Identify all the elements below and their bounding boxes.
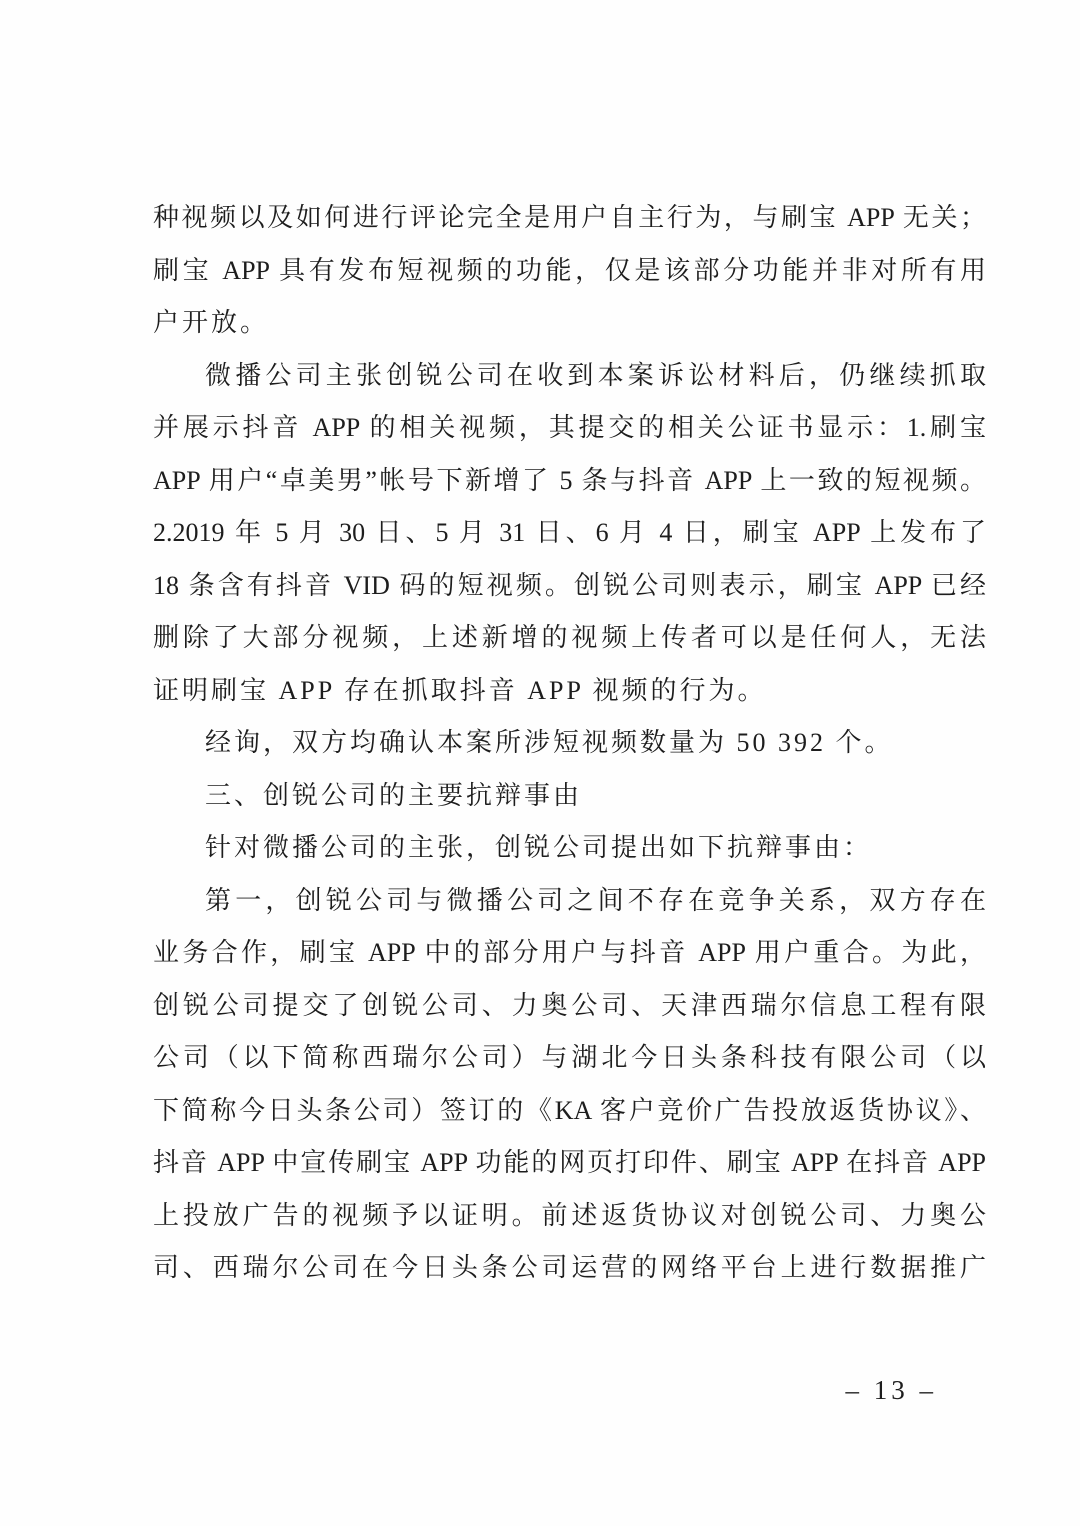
paragraph	[153, 875, 986, 1295]
text-line: 抖音 APP 中宣传刷宝 APP 功能的网页打印件、刷宝 APP 在抖音 APP	[153, 1148, 986, 1177]
text-block	[153, 192, 986, 1295]
text-line: 司、西瑞尔公司在今日头条公司运营的网络平台上进行数据推广	[153, 1253, 986, 1282]
text-line: 公司（以下简称西瑞尔公司）与湖北今日头条科技有限公司（以	[153, 1043, 986, 1072]
text-line: 下简称今日头条公司）签订的《KA 客户竞价广告投放返货协议》、	[153, 1095, 986, 1125]
section-heading-line: 三、创锐公司的主要抗辩事由	[205, 780, 583, 810]
text-line: 2.2019 年 5 月 30 日、5 月 31 日、6 月 4 日，刷宝 APP 上发布了	[153, 518, 986, 547]
text-line: 经询，双方均确认本案所涉短视频数量为 50 392 个。	[205, 728, 894, 757]
text-line: 业务合作，刷宝 APP 中的部分用户与抖音 APP 用户重合。为此，	[153, 938, 986, 967]
text-line: 并展示抖音 APP 的相关视频，其提交的相关公证书显示：1.刷宝	[153, 413, 986, 442]
text-line: 18 条含有抖音 VID 码的短视频。创锐公司则表示，刷宝 APP 已经	[153, 570, 986, 600]
section-heading-paragraph	[153, 770, 986, 823]
paragraph	[153, 822, 986, 875]
text-line: 第一，创锐公司与微播公司之间不存在竞争关系，双方存在	[205, 885, 986, 915]
text-line: 上投放广告的视频予以证明。前述返货协议对创锐公司、力奥公	[153, 1200, 986, 1230]
text-line: 针对微播公司的主张，创锐公司提出如下抗辩事由：	[205, 833, 873, 862]
text-line: 户开放。	[153, 308, 270, 337]
text-line: 刷宝 APP 具有发布短视频的功能，仅是该部分功能并非对所有用	[153, 255, 986, 285]
text-line: 种视频以及如何进行评论完全是用户自主行为，与刷宝 APP 无关；	[153, 203, 986, 232]
paragraph	[153, 192, 986, 350]
text-line: 创锐公司提交了创锐公司、力奥公司、天津西瑞尔信息工程有限	[153, 990, 986, 1020]
text-line: APP 用户“卓美男”帐号下新增了 5 条与抖音 APP 上一致的短视频。	[153, 465, 986, 495]
text-line: 证明刷宝 APP 存在抓取抖音 APP 视频的行为。	[153, 675, 767, 705]
text-line: 删除了大部分视频，上述新增的视频上传者可以是任何人，无法	[153, 623, 986, 652]
paragraph	[153, 350, 986, 718]
text-line: 微播公司主张创锐公司在收到本案诉讼材料后，仍继续抓取	[205, 360, 986, 390]
page-footer	[0, 1364, 937, 1416]
page-number: – 13 –	[845, 1375, 937, 1405]
paragraph	[153, 717, 986, 770]
